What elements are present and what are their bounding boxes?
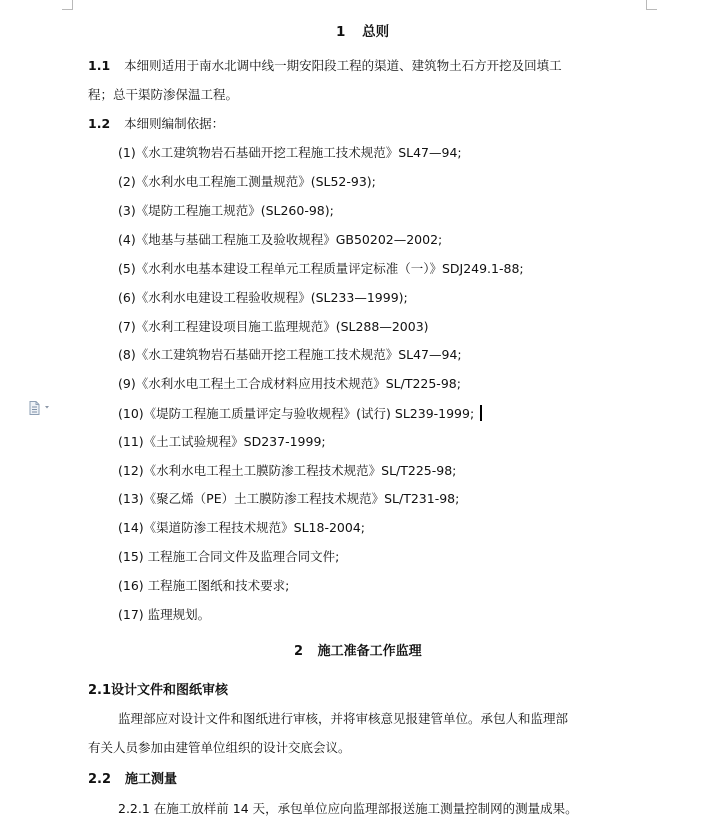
heading-2-title: 施工准备工作监理 — [317, 644, 422, 659]
section-2-1-line2: 有关人员参加由建管单位组织的设计交底会议。 — [88, 740, 351, 755]
reference-item: (3)《堤防工程施工规范》(SL260-98); — [118, 203, 334, 218]
section-2-2-text: 施工测量 — [125, 772, 178, 787]
heading-1 — [336, 24, 389, 40]
section-2-2-1-line: 2.2.1 在施工放样前 14 天，承包单位应向监理部报送施工测量控制网的测量成果。 — [118, 801, 578, 816]
reference-item: (17) 监理规划。 — [118, 607, 211, 622]
section-2-1-title: 2.1设计文件和图纸审核 — [88, 683, 229, 698]
section-2-2-title — [88, 772, 177, 788]
section-1-2-number: 1.2 — [88, 116, 111, 131]
heading-1-title: 总则 — [362, 24, 390, 40]
section-1-1-text: 本细则适用于南水北调中线一期安阳段工程的渠道、建筑物土石方开挖及回填工 — [124, 58, 562, 73]
reference-item: (13)《聚乙烯（PE）土工膜防渗工程技术规范》SL/T231-98; — [118, 491, 460, 506]
reference-item: (8)《水工建筑物岩石基础开挖工程施工技术规范》SL47—94; — [118, 347, 462, 362]
section-1-1-line2: 程；总干渠防渗保温工程。 — [88, 87, 239, 102]
section-2-1-line1: 监理部应对设计文件和图纸进行审核，并将审核意见报建管单位。承包人和监理部 — [118, 711, 569, 726]
document-icon[interactable] — [29, 400, 51, 414]
text-cursor — [480, 405, 482, 421]
section-2-2-number: 2.2 — [88, 772, 112, 787]
heading-1-number: 1 — [336, 24, 346, 40]
heading-2 — [294, 644, 422, 660]
reference-item-10-text: (10)《堤防工程施工质量评定与验收规程》(试行) SL239-1999; — [118, 406, 475, 421]
reference-item: (6)《水利水电建设工程验收规程》(SL233—1999); — [118, 290, 408, 305]
reference-item: (12)《水利水电工程土工膜防渗工程技术规范》SL/T225-98; — [118, 463, 457, 478]
reference-item: (7)《水利工程建设项目施工监理规范》(SL288—2003) — [118, 319, 429, 334]
reference-item: (2)《水利水电工程施工测量规范》(SL52-93); — [118, 174, 376, 189]
reference-item: (5)《水利水电基本建设工程单元工程质量评定标准（一）》SDJ249.1-88; — [118, 261, 524, 276]
section-1-2-text: 本细则编制依据： — [124, 116, 225, 131]
section-1-2 — [88, 116, 224, 132]
section-1-1-number: 1.1 — [88, 58, 111, 73]
reference-item: (16) 工程施工图纸和技术要求; — [118, 578, 290, 593]
reference-item: (14)《渠道防渗工程技术规范》SL18-2004; — [118, 520, 365, 535]
page-corner-mark-left — [62, 0, 73, 10]
reference-item: (11)《土工试验规程》SD237-1999; — [118, 434, 326, 449]
heading-2-number: 2 — [294, 644, 304, 659]
reference-item: (15) 工程施工合同文件及监理合同文件; — [118, 549, 340, 564]
page-corner-mark-right — [646, 0, 657, 10]
reference-item: (9)《水利水电工程土工合成材料应用技术规范》SL/T225-98; — [118, 376, 461, 391]
reference-item-10 — [118, 405, 482, 422]
reference-item: (4)《地基与基础工程施工及验收规程》GB50202—2002; — [118, 232, 443, 247]
document-icon-graphic — [29, 401, 51, 415]
section-1-1-line1 — [88, 58, 562, 74]
reference-item: (1)《水工建筑物岩石基础开挖工程施工技术规范》SL47—94; — [118, 145, 462, 160]
